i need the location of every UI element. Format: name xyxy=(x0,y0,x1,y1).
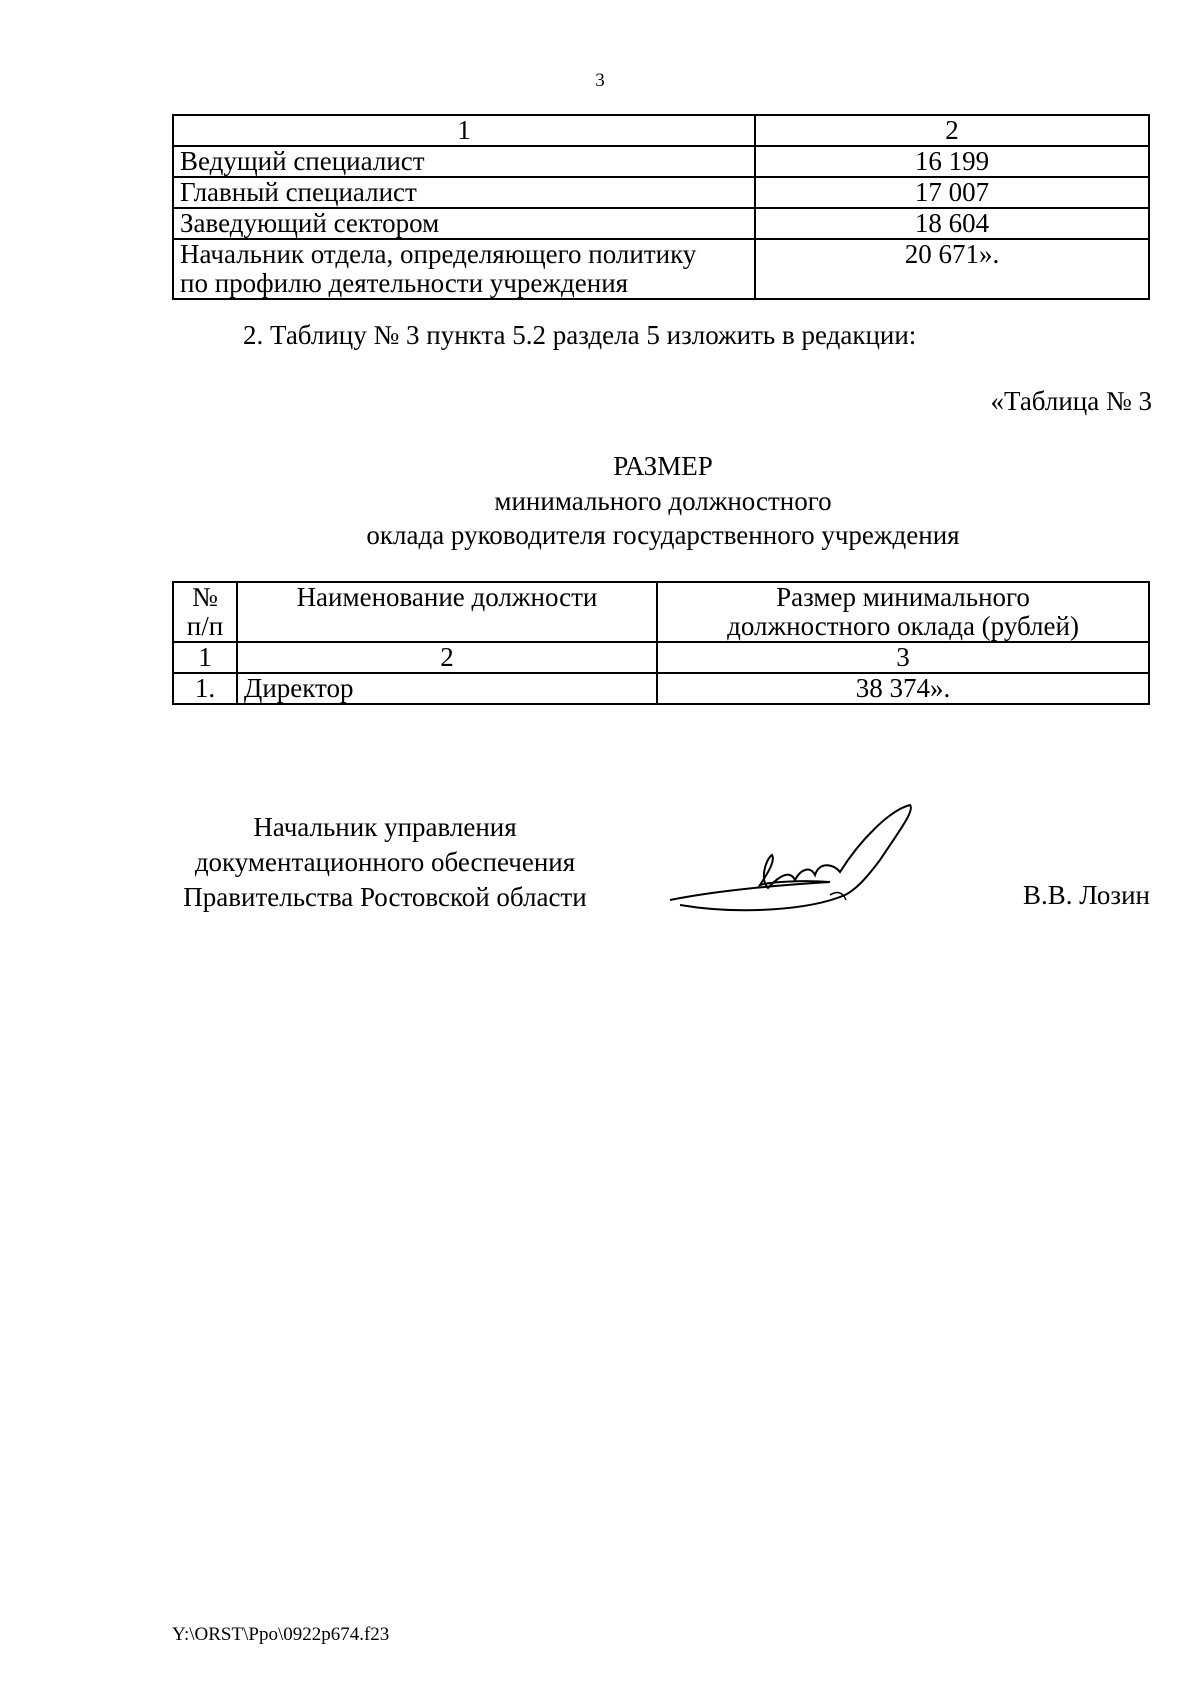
position-header: Наименование должности xyxy=(237,582,657,642)
salary-header-line: должностного оклада (рублей) xyxy=(727,611,1079,641)
salary-cell: 20 671». xyxy=(755,239,1149,299)
column-number-3: 3 xyxy=(657,642,1149,673)
table-row xyxy=(173,177,1149,208)
table-row xyxy=(173,673,1149,704)
position-line: Начальник отдела, определяющего политику xyxy=(180,239,697,269)
salary-cell: 16 199 xyxy=(755,146,1149,177)
handwritten-signature xyxy=(660,800,960,930)
heading-subtitle: минимального должностного xyxy=(494,486,832,516)
number-header xyxy=(173,582,237,642)
heading-subtitle: оклада руководителя государственного учреждения xyxy=(366,520,960,550)
signatory-title-line: документационного обеспечения xyxy=(194,847,576,877)
number-header-line: п/п xyxy=(186,611,224,641)
number-header-line: № xyxy=(192,582,218,612)
table-row xyxy=(173,239,1149,299)
position-cell: Главный специалист xyxy=(173,177,755,208)
page-number: 3 xyxy=(595,70,605,91)
signatory-name: В.В. Лозин xyxy=(1023,880,1150,910)
salary-cell: 18 604 xyxy=(755,208,1149,239)
signatory-title-line: Правительства Ростовской области xyxy=(183,882,587,912)
column-number-1: 1 xyxy=(173,115,755,146)
heading-title: РАЗМЕР xyxy=(613,451,713,481)
salary-header xyxy=(657,582,1149,642)
column-numbering-row xyxy=(173,642,1149,673)
position-cell: Ведущий специалист xyxy=(173,146,755,177)
table-row xyxy=(173,146,1149,177)
salary-header-line: Размер минимального xyxy=(776,582,1030,612)
column-number-2: 2 xyxy=(755,115,1149,146)
file-path-footer: Y:\ORST\Ppo\0922p674.f23 xyxy=(172,1624,390,1645)
salary-cell: 38 374». xyxy=(657,673,1149,704)
table-row xyxy=(173,208,1149,239)
table-header-row xyxy=(173,115,1149,146)
salary-cell: 17 007 xyxy=(755,177,1149,208)
signatory-title-line: Начальник управления xyxy=(253,812,517,842)
salary-table xyxy=(172,114,1150,300)
position-cell xyxy=(173,239,755,299)
director-salary-table xyxy=(172,581,1150,705)
position-cell: Директор xyxy=(237,673,657,704)
signatory-title xyxy=(160,810,610,915)
amendment-paragraph: 2. Таблицу № 3 пункта 5.2 раздела 5 изложить в редакции: xyxy=(243,320,917,350)
row-number-cell: 1. xyxy=(173,673,237,704)
table-caption: «Таблица № 3 xyxy=(990,386,1152,416)
position-line: по профилю деятельности учреждения xyxy=(180,268,629,298)
position-cell: Заведующий сектором xyxy=(173,208,755,239)
column-number-2: 2 xyxy=(237,642,657,673)
table-header-row xyxy=(173,582,1149,642)
column-number-1: 1 xyxy=(173,642,237,673)
